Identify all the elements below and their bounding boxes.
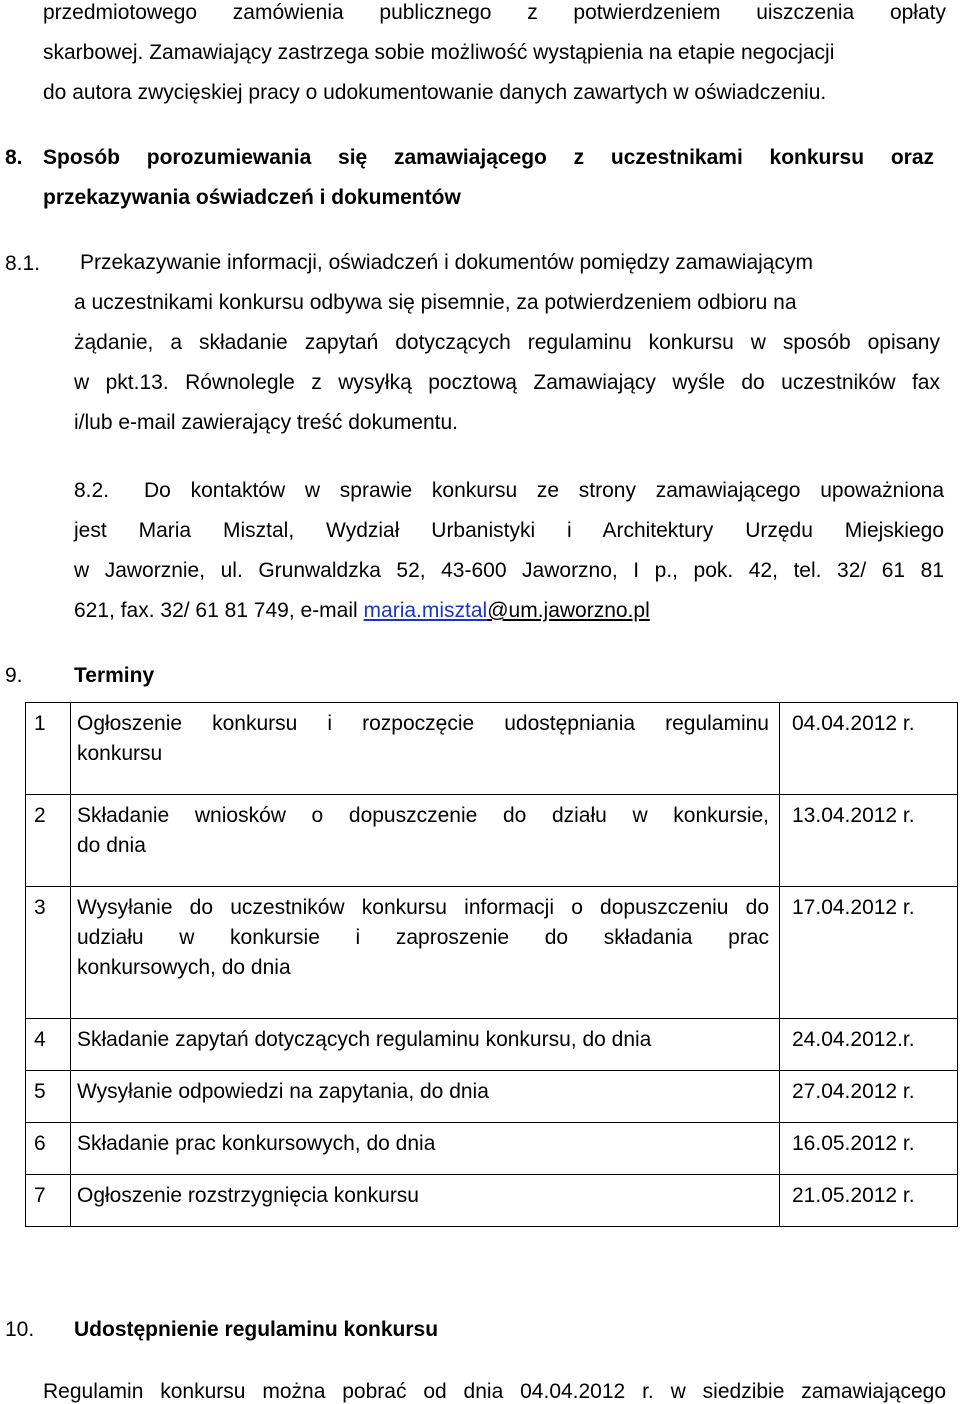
contact-text: 621, fax. 32/ 61 81 749, e-mail (74, 599, 364, 622)
description-text: udziału w konkursie i zaproszenie do składania prac (77, 926, 769, 949)
row-number-cell (26, 703, 71, 795)
row-description-cell (71, 1071, 780, 1123)
row-date: 24.04.2012.r. (792, 1028, 915, 1051)
row-date: 17.04.2012 r. (792, 896, 915, 919)
row-number: 7 (34, 1184, 46, 1207)
row-date-cell (780, 887, 958, 1019)
row-number: 3 (34, 896, 46, 919)
description-line (77, 1081, 769, 1121)
paragraph-line: w pkt.13. Równolegle z wysyłką pocztową Zamawiający wyśle do uczestników fax (74, 371, 940, 394)
paragraph-line: a uczestnikami konkursu odbywa się pisemnie, za potwierdzeniem odbioru na (74, 291, 797, 314)
paragraph-line: przedmiotowego zamówienia publicznego z potwierdzeniem uiszczenia opłaty (43, 1, 946, 24)
row-number: 5 (34, 1080, 46, 1103)
email-domain[interactable]: @um.jaworzno.pl (487, 599, 650, 622)
row-date-cell (780, 1123, 958, 1175)
row-description-cell (71, 703, 780, 795)
paragraph-line: i/lub e-mail zawierający treść dokumentu. (74, 411, 458, 434)
row-number: 4 (34, 1028, 46, 1051)
row-number-cell (26, 887, 71, 1019)
email-link[interactable]: maria.misztal (363, 599, 488, 622)
section-10-heading: Udostępnienie regulaminu konkursu (74, 1318, 439, 1341)
section-9-number: 9. (5, 664, 23, 687)
description-text: Ogłoszenie rozstrzygnięcia konkursu (77, 1184, 419, 1207)
row-description-cell (71, 887, 780, 1019)
section-8-heading-cont: przekazywania oświadczeń i dokumentów (43, 186, 461, 209)
row-date-cell (780, 703, 958, 795)
row-description-cell (71, 1019, 780, 1071)
description-line (77, 835, 769, 875)
row-number-cell (26, 1175, 71, 1227)
terms-table (25, 702, 958, 1227)
row-date: 27.04.2012 r. (792, 1080, 915, 1103)
row-date-cell (780, 795, 958, 887)
row-date: 04.04.2012 r. (792, 712, 915, 735)
paragraph-line-text: Przekazywanie informacji, oświadczeń i dokumentów pomiędzy zamawiającym (80, 251, 813, 274)
paragraph-line: do autora zwycięskiej pracy o udokumentowanie danych zawartych w oświadczeniu. (43, 81, 827, 104)
description-text: Wysyłanie do uczestników konkursu informacji o dopuszczeniu do (77, 896, 769, 919)
section-8-heading: Sposób porozumiewania się zamawiającego z uczestnikami konkursu oraz (43, 146, 934, 169)
description-text: Składanie zapytań dotyczących regulaminu konkursu, do dnia (77, 1028, 652, 1051)
description-line (77, 957, 769, 997)
row-number-cell (26, 1123, 71, 1175)
section-8-2-line: Do kontaktów w sprawie konkursu ze strony zamawiającego upoważniona (144, 479, 944, 502)
bottom-paragraph-line: Regulamin konkursu można pobrać od dnia 04.04.2012 r. w siedzibie zamawiającego (43, 1380, 946, 1403)
row-number: 6 (34, 1132, 46, 1155)
row-date-cell (780, 1071, 958, 1123)
row-date-cell (780, 1019, 958, 1071)
row-number-cell (26, 1071, 71, 1123)
row-date: 16.05.2012 r. (792, 1132, 915, 1155)
section-10-number: 10. (5, 1318, 35, 1341)
table-row (26, 1019, 958, 1071)
description-line (77, 1029, 769, 1069)
row-description-cell (71, 795, 780, 887)
row-date: 21.05.2012 r. (792, 1184, 915, 1207)
description-line (77, 743, 769, 783)
paragraph-line (74, 243, 940, 283)
table-row (26, 1175, 958, 1227)
section-8-2-line: jest Maria Misztal, Wydział Urbanistyki i Architektury Urzędu Miejskiego (74, 519, 944, 542)
description-line (77, 1133, 769, 1173)
row-number: 1 (34, 712, 46, 735)
paragraph-line: żądanie, a składanie zapytań dotyczących regulaminu konkursu w sposób opisany (74, 331, 940, 354)
row-description-cell (71, 1175, 780, 1227)
section-8-2-number: 8.2. (74, 479, 110, 502)
description-line (77, 1185, 769, 1225)
description-text: Składanie prac konkursowych, do dnia (77, 1132, 436, 1155)
section-9-heading: Terminy (74, 664, 155, 687)
description-text: konkursu (77, 742, 163, 765)
row-number: 2 (34, 804, 46, 827)
row-number-cell (26, 1019, 71, 1071)
section-8-1-number: 8.1. (5, 252, 41, 275)
description-text: Wysyłanie odpowiedzi na zapytania, do dnia (77, 1080, 489, 1103)
section-8-2-line (74, 599, 650, 623)
top-paragraph (43, 0, 946, 113)
table-row (26, 795, 958, 887)
description-text: Ogłoszenie konkursu i rozpoczęcie udostępniania regulaminu (77, 712, 769, 735)
table-row (26, 887, 958, 1019)
table-row (26, 1123, 958, 1175)
section-8-2-line: w Jaworznie, ul. Grunwaldzka 52, 43-600 Jaworzno, I p., pok. 42, tel. 32/ 61 81 (74, 559, 944, 582)
description-text: Składanie wniosków o dopuszczenie do działu w konkursie, (77, 804, 769, 827)
row-date-cell (780, 1175, 958, 1227)
row-number-cell (26, 795, 71, 887)
row-description-cell (71, 1123, 780, 1175)
table-row (26, 703, 958, 795)
row-date: 13.04.2012 r. (792, 804, 915, 827)
table-row (26, 1071, 958, 1123)
description-text: do dnia (77, 834, 146, 857)
section-8-1-paragraph (74, 243, 940, 443)
section-8-number: 8. (5, 146, 23, 169)
description-text: konkursowych, do dnia (77, 956, 291, 979)
paragraph-line: skarbowej. Zamawiający zastrzega sobie możliwość wystąpienia na etapie negocjacji (43, 41, 835, 64)
